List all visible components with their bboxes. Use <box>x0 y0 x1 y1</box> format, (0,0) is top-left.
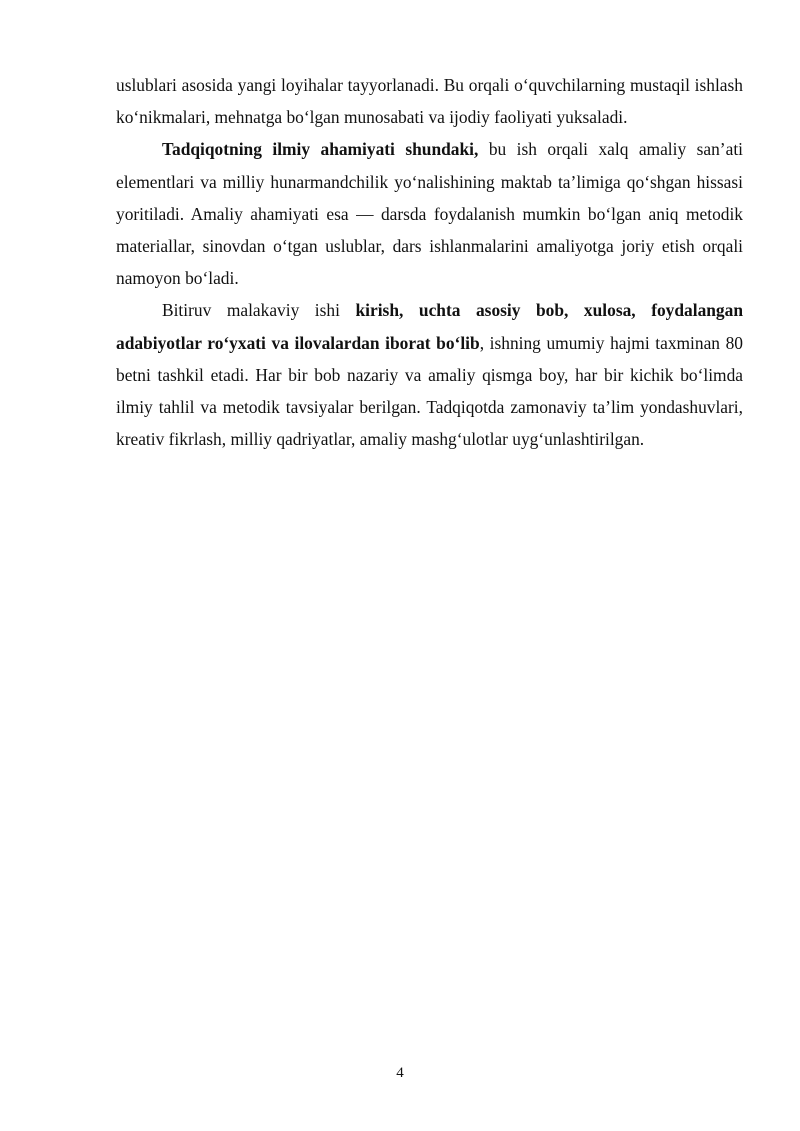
page-number: 4 <box>396 1065 404 1081</box>
paragraph-inline-bold: kirish, uchta asosiy bob, xulosa, foydalangan adabiyotlar ro‘yxati va ilovalardan iborat bo‘lib <box>116 300 743 353</box>
paragraph-continuation <box>116 69 743 133</box>
paragraph-text: , ishning umumiy hajmi taxminan 80 betni tashkil etadi. Har bir bob nazariy va amaliy qismga boy, har bir kichik bo‘limda ilmiy tahlil va metodik tavsiyalar berilgan. Tadqiqotda zamonaviy ta’lim yondashuvlari, kreativ fikrlash, milliy qadriyatlar, amaliy mashg‘ulotlar uyg‘unlashtirilgan. <box>116 332 744 450</box>
paragraph-text: uslublari asosida yangi loyihalar tayyorlanadi. Bu orqali o‘quvchilarning mustaqil ishlash ko‘nikmalari, mehnatga bo‘lgan munosabati va ijodiy faoliyati yuksaladi. <box>116 75 743 128</box>
paragraph-text: Bitiruv malakaviy ishi <box>162 300 356 321</box>
paragraph-lead-bold: Tadqiqotning ilmiy ahamiyati shundaki, <box>162 139 479 160</box>
document-body <box>116 69 743 455</box>
paragraph-text: bu ish orqali xalq amaliy san’ati elementlari va milliy hunarmandchilik yo‘nalishining maktab ta’limiga qo‘shgan hissasi yoritiladi. Amaliy ahamiyati esa — darsda foydalanish mumkin bo‘lgan aniq metodik materiallar, sinovdan o‘tgan uslublar, dars ishlanmalarini amaliyotga joriy etish orqali namoyon bo‘ladi. <box>116 139 743 289</box>
paragraph-structure <box>116 294 743 455</box>
paragraph-significance <box>116 133 743 294</box>
